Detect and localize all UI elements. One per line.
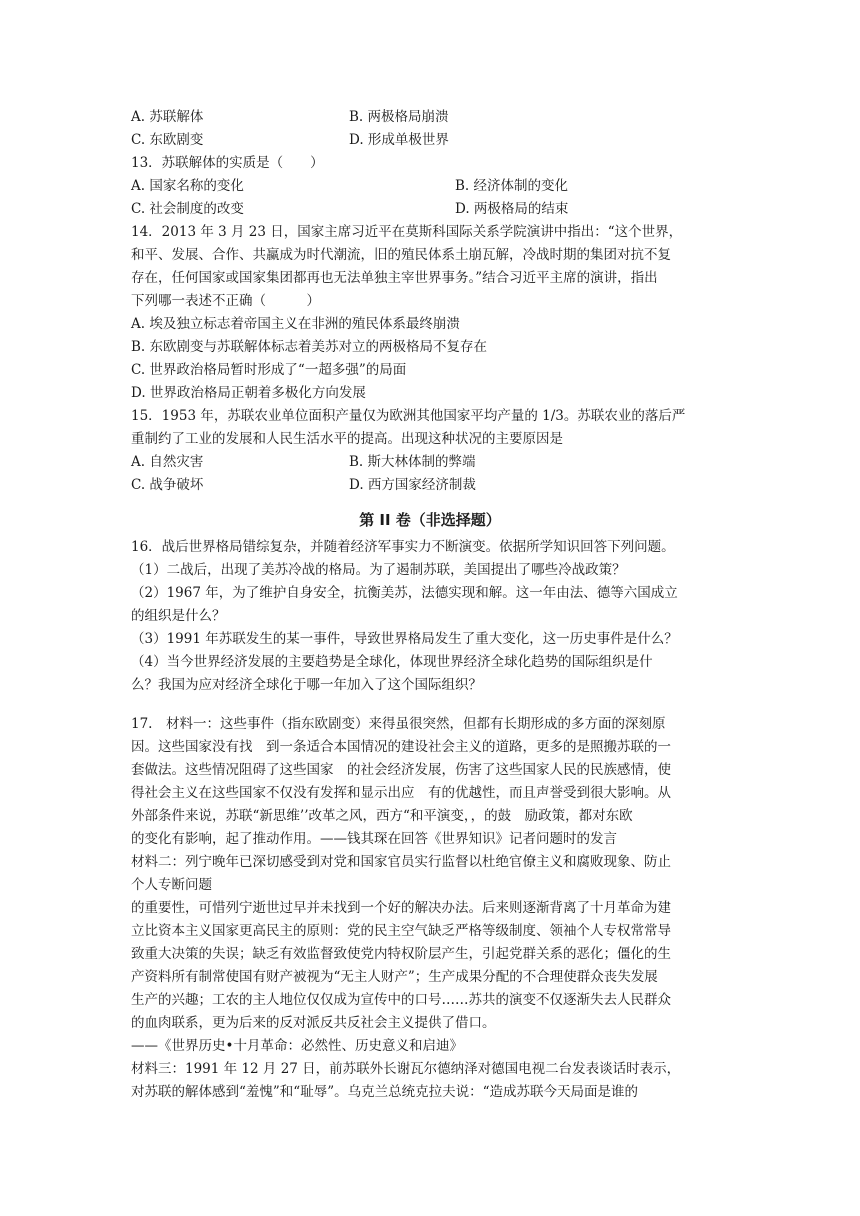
q17-line: 套做法。这些情况阻碍了这些国家 的社会经济发展，伤害了这些国家人民的民族感情，使 <box>131 762 671 778</box>
q14-stem-line: 存在，任何国家或国家集团都再也无法单独主宰世界事务。”结合习近平主席的演讲，指出 <box>131 270 658 286</box>
q14-option-c: C. 世界政治格局暂时形成了“一超多强”的局面 <box>131 362 407 378</box>
q17-line: 外部条件来说，苏联“新思维’’改革之风，西方“和平演变，，的鼓 励政策，都对东欧 <box>131 808 633 824</box>
q13-option-b: B. 经济体制的变化 <box>455 178 569 194</box>
q13-option-d: D. 两极格局的结束 <box>455 201 569 217</box>
q17-line: 的血肉联系，更为后来的反对派反共反社会主义提供了借口。 <box>131 1015 496 1031</box>
q14-option-d: D. 世界政治格局正朝着多极化方向发展 <box>131 385 366 401</box>
q12-option-a: A. 苏联解体 <box>131 109 204 125</box>
q17-line: 立比资本主义国家更高民主的原则：党的民主空气缺乏严格等级制度、领袖个人专权常常导 <box>131 923 671 939</box>
q14-stem-line: 和平、发展、合作、共赢成为时代潮流，旧的殖民体系土崩瓦解，冷战时期的集团对抗不复 <box>131 247 671 263</box>
q17-line: 17. 材料一：这些事件（指东欧剧变）来得虽很突然，但都有长期形成的多方面的深刻原 <box>131 716 666 732</box>
section-title: 第 II 卷（非选择题） <box>359 511 501 529</box>
q16-line: （1）二战后，出现了美苏冷战的格局。为了遏制苏联，美国提出了哪些冷战政策？ <box>131 562 626 578</box>
q17-line: 得社会主义在这些国家不仅没有发挥和显示出应 有的优越性，而且声誉受到很大影响。从 <box>131 785 671 801</box>
q17-line: ——《世界历史•十月革命：必然性、历史意义和启迪》 <box>131 1038 463 1054</box>
q17-line: 的重要性，可惜列宁逝世过早并未找到一个好的解决办法。后来则逐渐背离了十月革命为建 <box>131 900 671 916</box>
q14-stem-line: 下列哪一表述不正确（ ） <box>131 293 320 309</box>
q12-option-c: C. 东欧剧变 <box>131 132 204 148</box>
q15-option-c: C. 战争破坏 <box>131 477 204 493</box>
q16-line: 的组织是什么？ <box>131 608 226 624</box>
q14-stem-line: 14．2013 年 3 月 23 日，国家主席习近平在莫斯科国际关系学院演讲中指出：“这个世界， <box>131 224 683 240</box>
q17-line: 生产的兴趣；工农的主人地位仅仅成为宣传中的口号……苏共的演变不仅逐渐失去人民群众 <box>131 992 671 1008</box>
q17-line: 的变化有影响，起了推动作用。——钱其琛在回答《世界知识》记者问题时的发言 <box>131 831 617 847</box>
q17-line: 对苏联的解体感到“羞愧”和“耻辱”。乌克兰总统克拉夫说：“造成苏联今天局面是谁的 <box>131 1084 639 1100</box>
q17-line: 产资料所有制常使国有财产被视为“无主人财产”；生产成果分配的不合理使群众丧失发展 <box>131 969 658 985</box>
q16-line: （3）1991 年苏联发生的某一事件，导致世界格局发生了重大变化，这一历史事件是什么？ <box>131 631 678 647</box>
q13-option-a: A. 国家名称的变化 <box>131 178 244 194</box>
q17-line: 材料三：1991 年 12 月 27 日，前苏联外长谢瓦尔德纳泽对德国电视二台发表谈话时表示， <box>131 1061 681 1077</box>
q16-line: （2）1967 年，为了维护自身安全，抗衡美苏，法德实现和解。这一年由法、德等六国成立 <box>131 585 678 601</box>
q17-line: 材料二：列宁晚年已深切感受到对党和国家官员实行监督以杜绝官僚主义和腐败现象、防止 <box>131 854 671 870</box>
q16-line: （4）当今世界经济发展的主要趋势是全球化，体现世界经济全球化趋势的国际组织是什 <box>131 654 653 670</box>
q16-line: 16．战后世界格局错综复杂，并随着经济军事实力不断演变。依据所学知识回答下列问题。 <box>131 539 675 555</box>
q16-line: 么？我国为应对经济全球化于哪一年加入了这个国际组织？ <box>131 677 482 693</box>
q17-line: 因。这些国家没有找 到一条适合本国情况的建设社会主义的道路，更多的是照搬苏联的一 <box>131 739 671 755</box>
q14-option-b: B. 东欧剧变与苏联解体标志着美苏对立的两极格局不复存在 <box>131 339 488 355</box>
q15-option-a: A. 自然灾害 <box>131 454 204 470</box>
q12-option-b: B. 两极格局崩溃 <box>349 109 449 125</box>
q15-stem-line: 重制约了工业的发展和人民生活水平的提高。出现这种状况的主要原因是 <box>131 431 563 447</box>
q17-line: 个人专断问题 <box>131 877 212 893</box>
q15-option-d: D. 西方国家经济制裁 <box>349 477 476 493</box>
q13-option-c: C. 社会制度的改变 <box>131 201 244 217</box>
q14-option-a: A. 埃及独立标志着帝国主义在非洲的殖民体系最终崩溃 <box>131 316 460 332</box>
q15-option-b: B. 斯大林体制的弊端 <box>349 454 476 470</box>
q15-stem-line: 15．1953 年，苏联农业单位面积产量仅为欧洲其他国家平均产量的 1/3。苏联农业的落后严 <box>131 408 686 424</box>
q12-option-d: D. 形成单极世界 <box>349 132 449 148</box>
q13-stem: 13．苏联解体的实质是（ ） <box>131 155 324 171</box>
q17-line: 致重大决策的失误；缺乏有效监督致使党内特权阶层产生，引起党群关系的恶化；僵化的生 <box>131 946 671 962</box>
